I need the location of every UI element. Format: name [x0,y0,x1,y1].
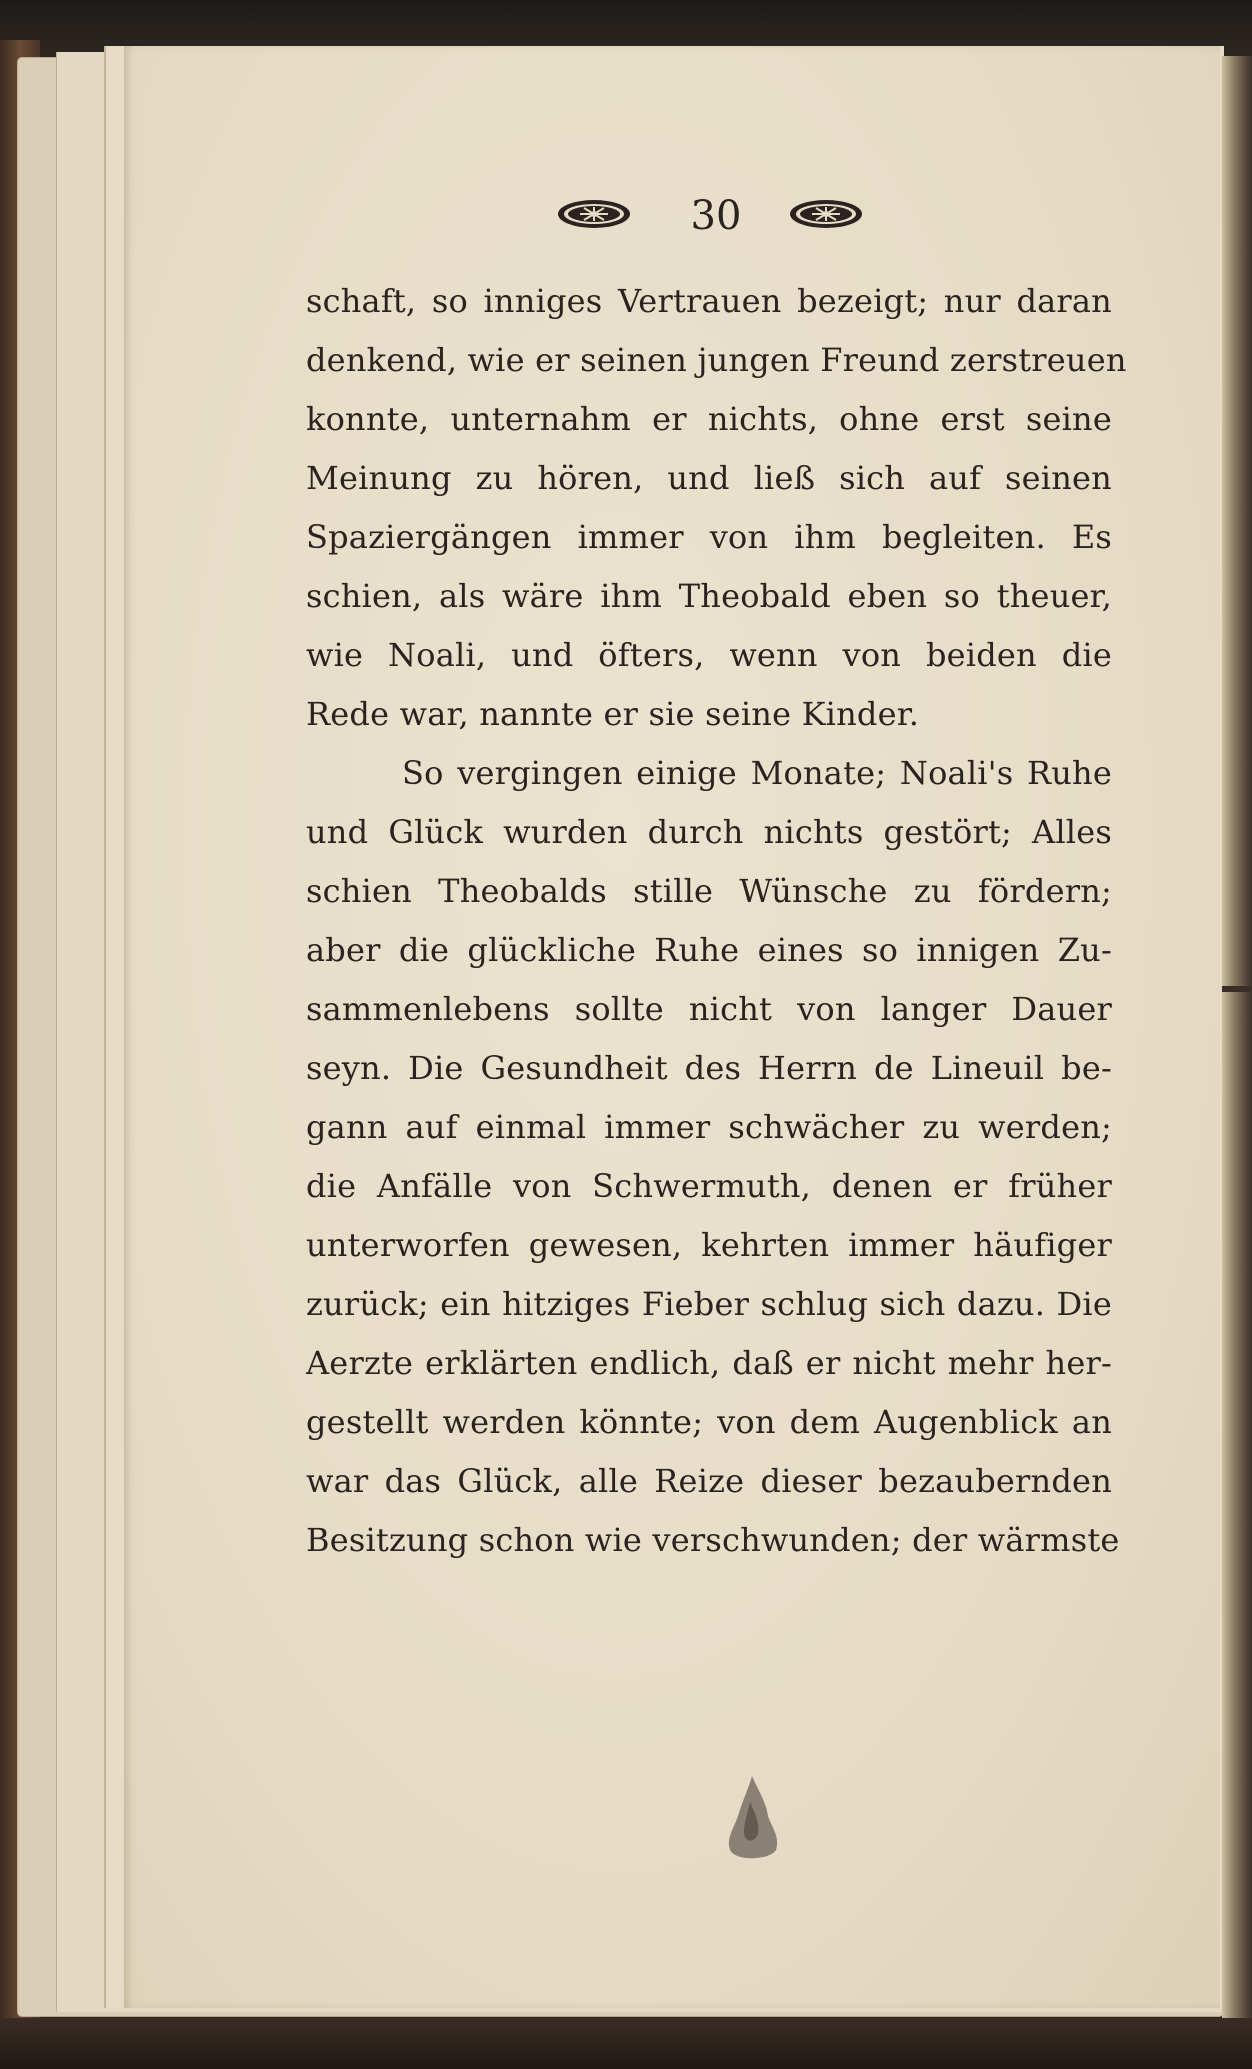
text-line: denkend, wie er seinen jungen Freund zerstreuen [306,341,1127,379]
text-line: gestellt werden könnte; von dem Augenblick an [306,1403,1112,1441]
text-line: Rede war, nannte er sie seine Kinder. [306,695,920,733]
text-line: gann auf einmal immer schwächer zu werden; [306,1108,1112,1146]
text-line: konnte, unternahm er nichts, ohne erst seine [306,400,1112,438]
text-line: Spaziergängen immer von ihm begleiten. Es [306,518,1112,556]
page-number: 30 [690,193,742,239]
text-line: zurück; ein hitziges Fieber schlug sich dazu. Die [306,1285,1112,1323]
text-line: schien, als wäre ihm Theobald eben so theuer, [306,577,1112,615]
ornament-rosette-icon [556,198,632,230]
text-line: seyn. Die Gesundheit des Herrn de Lineuil be- [306,1049,1112,1087]
text-line: aber die glückliche Ruhe eines so innigen Zu- [306,931,1112,969]
text-line: Aerzte erklärten endlich, daß er nicht mehr her- [306,1344,1112,1382]
body-text [306,272,1127,1570]
text-line: sammenlebens sollte nicht von langer Dauer [306,990,1112,1028]
text-line: und Glück wurden durch nichts gestört; Alles [306,813,1112,851]
page-edge-mark [1222,986,1250,992]
text-line: die Anfälle von Schwermuth, denen er früher [306,1167,1112,1205]
text-line: unterworfen gewesen, kehrten immer häufiger [306,1226,1112,1264]
text-line: Meinung zu hören, und ließ sich auf seinen [306,459,1112,497]
text-line: war das Glück, alle Reize dieser bezaubernden [306,1462,1112,1500]
text-line: So vergingen einige Monate; Noali's Ruhe [402,754,1112,792]
text-line: wie Noali, und öfters, wenn von beiden die [306,636,1112,674]
book-cover-right-edge [1222,56,1252,2018]
scan-background-bottom [0,2018,1252,2069]
ornament-rosette-icon [788,198,864,230]
text-line: schien Theobalds stille Wünsche zu fördern; [306,872,1112,910]
ink-blot-icon [722,1772,782,1864]
page-header [556,186,876,246]
text-line: Besitzung schon wie verschwunden; der wärmste [306,1521,1120,1559]
text-line: schaft, so inniges Vertrauen bezeigt; nur daran [306,282,1112,320]
